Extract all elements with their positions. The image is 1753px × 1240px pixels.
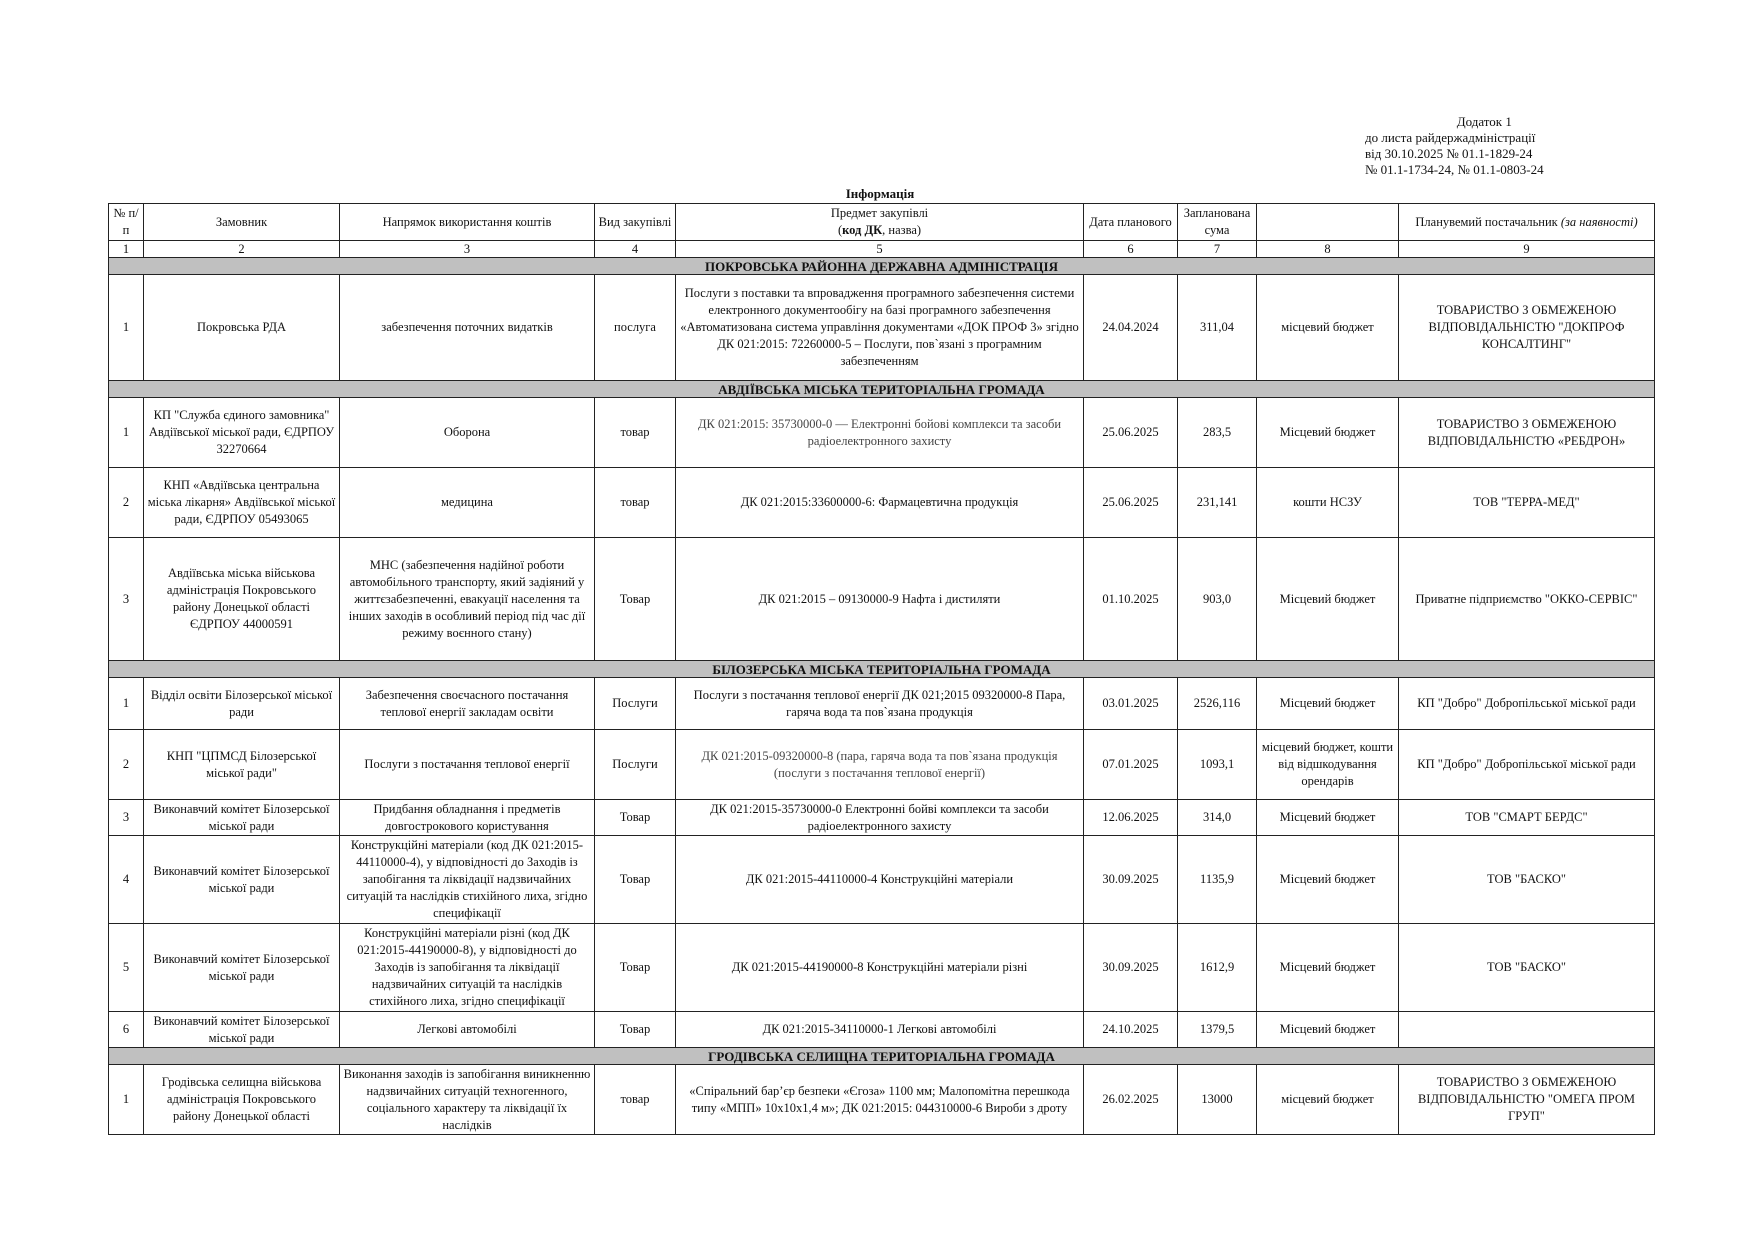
customer-cell: Виконавчий комітет Білозерської міської ради bbox=[144, 836, 340, 924]
sum-cell: 1093,1 bbox=[1178, 730, 1257, 800]
purpose-cell: Забезпечення своєчасного постачання теплової енергії закладам освіти bbox=[340, 678, 595, 730]
procurement-type-cell: Товар bbox=[595, 1012, 676, 1048]
sum-cell: 13000 bbox=[1178, 1065, 1257, 1135]
col-num: 1 bbox=[109, 241, 144, 258]
sum-cell: 231,141 bbox=[1178, 468, 1257, 538]
date-cell: 30.09.2025 bbox=[1084, 836, 1178, 924]
header-type: Вид закупівлі bbox=[595, 204, 676, 241]
col-num: 9 bbox=[1399, 241, 1655, 258]
section-header bbox=[109, 381, 1655, 398]
customer-cell: Виконавчий комітет Білозерської міської ради bbox=[144, 1012, 340, 1048]
table-row bbox=[109, 924, 1655, 1012]
table-row bbox=[109, 1065, 1655, 1135]
date-cell: 25.06.2025 bbox=[1084, 468, 1178, 538]
col-num: 3 bbox=[340, 241, 595, 258]
sum-cell: 1379,5 bbox=[1178, 1012, 1257, 1048]
subject-cell: ДК 021:2015:33600000-6: Фармацевтична продукція bbox=[676, 468, 1084, 538]
funding-source-cell: Місцевий бюджет bbox=[1257, 924, 1399, 1012]
col-num: 4 bbox=[595, 241, 676, 258]
date-cell: 30.09.2025 bbox=[1084, 924, 1178, 1012]
section-title: БІЛОЗЕРСЬКА МІСЬКА ТЕРИТОРІАЛЬНА ГРОМАДА bbox=[109, 661, 1655, 678]
table-row bbox=[109, 1012, 1655, 1048]
purpose-cell: Оборона bbox=[340, 398, 595, 468]
funding-source-cell: Місцевий бюджет bbox=[1257, 538, 1399, 661]
header-sum: Запланована сума bbox=[1178, 204, 1257, 241]
customer-cell: Виконавчий комітет Білозерської міської ради bbox=[144, 924, 340, 1012]
procurement-table bbox=[108, 203, 1655, 1135]
section-header bbox=[109, 258, 1655, 275]
funding-source-cell: Місцевий бюджет bbox=[1257, 398, 1399, 468]
header-subject-rest: , назва) bbox=[882, 223, 922, 237]
supplier-cell bbox=[1399, 1012, 1655, 1048]
annex-line-3: від 30.10.2025 № 01.1-1829-24 bbox=[1365, 146, 1533, 161]
annex-line-2: до листа райдержадміністрації bbox=[1365, 130, 1536, 145]
customer-cell: Покровська РДА bbox=[144, 275, 340, 381]
supplier-cell: ТОВ "ТЕРРА-МЕД" bbox=[1399, 468, 1655, 538]
table-row bbox=[109, 538, 1655, 661]
row-number: 1 bbox=[109, 1065, 144, 1135]
table-row bbox=[109, 678, 1655, 730]
customer-cell: КНП "ЦПМСД Білозерської міської ради" bbox=[144, 730, 340, 800]
date-cell: 24.10.2025 bbox=[1084, 1012, 1178, 1048]
header-subject-line1: Предмет закупівлі bbox=[830, 206, 929, 220]
section-header bbox=[109, 661, 1655, 678]
supplier-cell: ТОВ "БАСКО" bbox=[1399, 836, 1655, 924]
row-number: 3 bbox=[109, 800, 144, 836]
procurement-type-cell: товар bbox=[595, 398, 676, 468]
date-cell: 07.01.2025 bbox=[1084, 730, 1178, 800]
sum-cell: 1612,9 bbox=[1178, 924, 1257, 1012]
annex-line-4: № 01.1-1734-24, № 01.1-0803-24 bbox=[1365, 162, 1544, 177]
customer-cell: КНП «Авдіївська центральна міська лікарня» Авдіївської міської ради, ЄДРПОУ 05493065 bbox=[144, 468, 340, 538]
procurement-type-cell: Послуги bbox=[595, 730, 676, 800]
subject-cell: «Спіральний бар’єр безпеки «Єгоза» 1100 мм; Малопомітна перешкода типу «МПП» 10х10х1,4 м»; ДК 021:2015: 044310000-6 Вироби з дроту bbox=[676, 1065, 1084, 1135]
customer-cell: Виконавчий комітет Білозерської міської ради bbox=[144, 800, 340, 836]
purpose-cell: МНС (забезпечення надійної роботи автомобільного транспорту, який задіяний у життєзабезпеченні, евакуації населення та інших заходів в особливий період під час дії режиму воєнного стану) bbox=[340, 538, 595, 661]
funding-source-cell: Місцевий бюджет bbox=[1257, 678, 1399, 730]
supplier-cell: Приватне підприємство "ОККО-СЕРВІС" bbox=[1399, 538, 1655, 661]
annex-block bbox=[1365, 114, 1544, 178]
funding-source-cell: Місцевий бюджет bbox=[1257, 1012, 1399, 1048]
section-header bbox=[109, 1048, 1655, 1065]
row-number: 3 bbox=[109, 538, 144, 661]
col-num: 6 bbox=[1084, 241, 1178, 258]
col-num: 2 bbox=[144, 241, 340, 258]
subject-cell: Послуги з поставки та впровадження програмного забезпечення системи електронного документообігу на базі програмного забезпечення «Автоматизована система управління документами «ДОК ПРОФ 3» згідно ДК 021:2015: 72260000-5 – Послуги, пов`язані з програмним забезпеченням bbox=[676, 275, 1084, 381]
col-num: 5 bbox=[676, 241, 1084, 258]
table-row bbox=[109, 800, 1655, 836]
supplier-cell: ТОВАРИСТВО З ОБМЕЖЕНОЮ ВІДПОВІДАЛЬНІСТЮ "ДОКПРОФ КОНСАЛТИНГ" bbox=[1399, 275, 1655, 381]
sum-cell: 903,0 bbox=[1178, 538, 1257, 661]
subject-cell: ДК 021:2015-34110000-1 Легкові автомобілі bbox=[676, 1012, 1084, 1048]
table-row bbox=[109, 398, 1655, 468]
purpose-cell: медицина bbox=[340, 468, 595, 538]
procurement-type-cell: товар bbox=[595, 1065, 676, 1135]
purpose-cell: забезпечення поточних видатків bbox=[340, 275, 595, 381]
purpose-cell: Придбання обладнання і предметів довгострокового користування bbox=[340, 800, 595, 836]
procurement-type-cell: Товар bbox=[595, 538, 676, 661]
row-number: 1 bbox=[109, 398, 144, 468]
row-number: 4 bbox=[109, 836, 144, 924]
header-number: № п/п bbox=[109, 204, 144, 241]
subject-cell: ДК 021:2015-44110000-4 Конструкційні матеріали bbox=[676, 836, 1084, 924]
date-cell: 24.04.2024 bbox=[1084, 275, 1178, 381]
subject-cell: ДК 021:2015-35730000-0 Електронні бойві комплекси та засоби радіоелектронного захисту bbox=[676, 800, 1084, 836]
sum-cell: 311,04 bbox=[1178, 275, 1257, 381]
sum-cell: 2526,116 bbox=[1178, 678, 1257, 730]
header-date: Дата планового bbox=[1084, 204, 1178, 241]
supplier-cell: КП "Добро" Добропільської міської ради bbox=[1399, 678, 1655, 730]
col-num: 8 bbox=[1257, 241, 1399, 258]
customer-cell: Гродівська селищна військова адміністрація Покровського району Донецької області bbox=[144, 1065, 340, 1135]
table-row bbox=[109, 275, 1655, 381]
col-num: 7 bbox=[1178, 241, 1257, 258]
header-supplier-note: (за наявності) bbox=[1560, 214, 1638, 229]
header-subject bbox=[676, 204, 1084, 241]
header-source bbox=[1257, 204, 1399, 241]
supplier-cell: ТОВАРИСТВО З ОБМЕЖЕНОЮ ВІДПОВІДАЛЬНІСТЮ «РЕБДРОН» bbox=[1399, 398, 1655, 468]
header-purpose: Напрямок використання коштів bbox=[340, 204, 595, 241]
supplier-cell: ТОВАРИСТВО З ОБМЕЖЕНОЮ ВІДПОВІДАЛЬНІСТЮ "ОМЕГА ПРОМ ГРУП" bbox=[1399, 1065, 1655, 1135]
row-number: 5 bbox=[109, 924, 144, 1012]
subject-cell: ДК 021:2015 – 09130000-9 Нафта і дистиляти bbox=[676, 538, 1084, 661]
customer-cell: Авдіївська міська військова адміністрація Покровського району Донецької області ЄДРПОУ 44000591 bbox=[144, 538, 340, 661]
section-title: ПОКРОВСЬКА РАЙОННА ДЕРЖАВНА АДМІНІСТРАЦІЯ bbox=[109, 258, 1655, 275]
date-cell: 01.10.2025 bbox=[1084, 538, 1178, 661]
procurement-type-cell: Товар bbox=[595, 924, 676, 1012]
sum-cell: 314,0 bbox=[1178, 800, 1257, 836]
paren: ( bbox=[837, 223, 843, 237]
sum-cell: 1135,9 bbox=[1178, 836, 1257, 924]
procurement-type-cell: товар bbox=[595, 468, 676, 538]
annex-line-1: Додаток 1 bbox=[1456, 114, 1512, 129]
subject-cell: ДК 021:2015-44190000-8 Конструкційні матеріали різні bbox=[676, 924, 1084, 1012]
subject-cell: Послуги з постачання теплової енергії ДК 021;2015 09320000-8 Пара, гаряча вода та пов`язана продукція bbox=[676, 678, 1084, 730]
procurement-type-cell: Товар bbox=[595, 800, 676, 836]
date-cell: 03.01.2025 bbox=[1084, 678, 1178, 730]
customer-cell: Відділ освіти Білозерської міської ради bbox=[144, 678, 340, 730]
purpose-cell: Конструкційні матеріали різні (код ДК 021:2015-44190000-8), у відповідності до Заходів із запобігання та ліквідації надзвичайних ситуацій та наслідків стихійного лиха, згідно специфікації bbox=[340, 924, 595, 1012]
supplier-cell: ТОВ "БАСКО" bbox=[1399, 924, 1655, 1012]
procurement-type-cell: Товар bbox=[595, 836, 676, 924]
procurement-type-cell: послуга bbox=[595, 275, 676, 381]
header-customer: Замовник bbox=[144, 204, 340, 241]
table-row bbox=[109, 468, 1655, 538]
purpose-cell: Виконання заходів із запобігання виникненню надзвичайних ситуацій техногенного, соціального характеру та ліквідації їх наслідків bbox=[340, 1065, 595, 1135]
funding-source-cell: Місцевий бюджет bbox=[1257, 836, 1399, 924]
row-number: 2 bbox=[109, 468, 144, 538]
subject-cell: ДК 021:2015-09320000-8 (пара, гаряча вода та пов`язана продукція (послуги з постачання теплової енергії) bbox=[676, 730, 1084, 800]
table-row bbox=[109, 836, 1655, 924]
purpose-cell: Послуги з постачання теплової енергії bbox=[340, 730, 595, 800]
row-number: 6 bbox=[109, 1012, 144, 1048]
purpose-cell: Конструкційні матеріали (код ДК 021:2015-44110000-4), у відповідності до Заходів із запобігання та ліквідації надзвичайних ситуацій та наслідків стихійного лиха, згідно специфікації bbox=[340, 836, 595, 924]
row-number: 1 bbox=[109, 275, 144, 381]
funding-source-cell: місцевий бюджет, кошти від відшкодування орендарів bbox=[1257, 730, 1399, 800]
date-cell: 12.06.2025 bbox=[1084, 800, 1178, 836]
funding-source-cell: Місцевий бюджет bbox=[1257, 800, 1399, 836]
section-title: АВДІЇВСЬКА МІСЬКА ТЕРИТОРІАЛЬНА ГРОМАДА bbox=[109, 381, 1655, 398]
procurement-type-cell: Послуги bbox=[595, 678, 676, 730]
date-cell: 25.06.2025 bbox=[1084, 398, 1178, 468]
header-row bbox=[109, 204, 1655, 241]
funding-source-cell: місцевий бюджет bbox=[1257, 275, 1399, 381]
section-title: ГРОДІВСЬКА СЕЛИЩНА ТЕРИТОРІАЛЬНА ГРОМАДА bbox=[109, 1048, 1655, 1065]
date-cell: 26.02.2025 bbox=[1084, 1065, 1178, 1135]
row-number: 1 bbox=[109, 678, 144, 730]
header-subject-line2 bbox=[679, 222, 1080, 239]
purpose-cell: Легкові автомобілі bbox=[340, 1012, 595, 1048]
table-body bbox=[109, 258, 1655, 1135]
funding-source-cell: місцевий бюджет bbox=[1257, 1065, 1399, 1135]
row-number: 2 bbox=[109, 730, 144, 800]
header-supplier-main: Планувемий постачальник bbox=[1415, 214, 1561, 229]
funding-source-cell: кошти НСЗУ bbox=[1257, 468, 1399, 538]
header-supplier bbox=[1399, 204, 1655, 241]
subject-cell: ДК 021:2015: 35730000-0 — Електронні бойові комплекси та засоби радіоелектронного захисту bbox=[676, 398, 1084, 468]
header-subject-bold: код ДК bbox=[842, 223, 883, 237]
table-row bbox=[109, 730, 1655, 800]
column-number-row bbox=[109, 241, 1655, 258]
sum-cell: 283,5 bbox=[1178, 398, 1257, 468]
supplier-cell: КП "Добро" Добропільської міської ради bbox=[1399, 730, 1655, 800]
document-title: Інформація bbox=[845, 186, 915, 201]
supplier-cell: ТОВ "СМАРТ БЕРДС" bbox=[1399, 800, 1655, 836]
customer-cell: КП "Служба єдиного замовника" Авдіївської міської ради, ЄДРПОУ 32270664 bbox=[144, 398, 340, 468]
